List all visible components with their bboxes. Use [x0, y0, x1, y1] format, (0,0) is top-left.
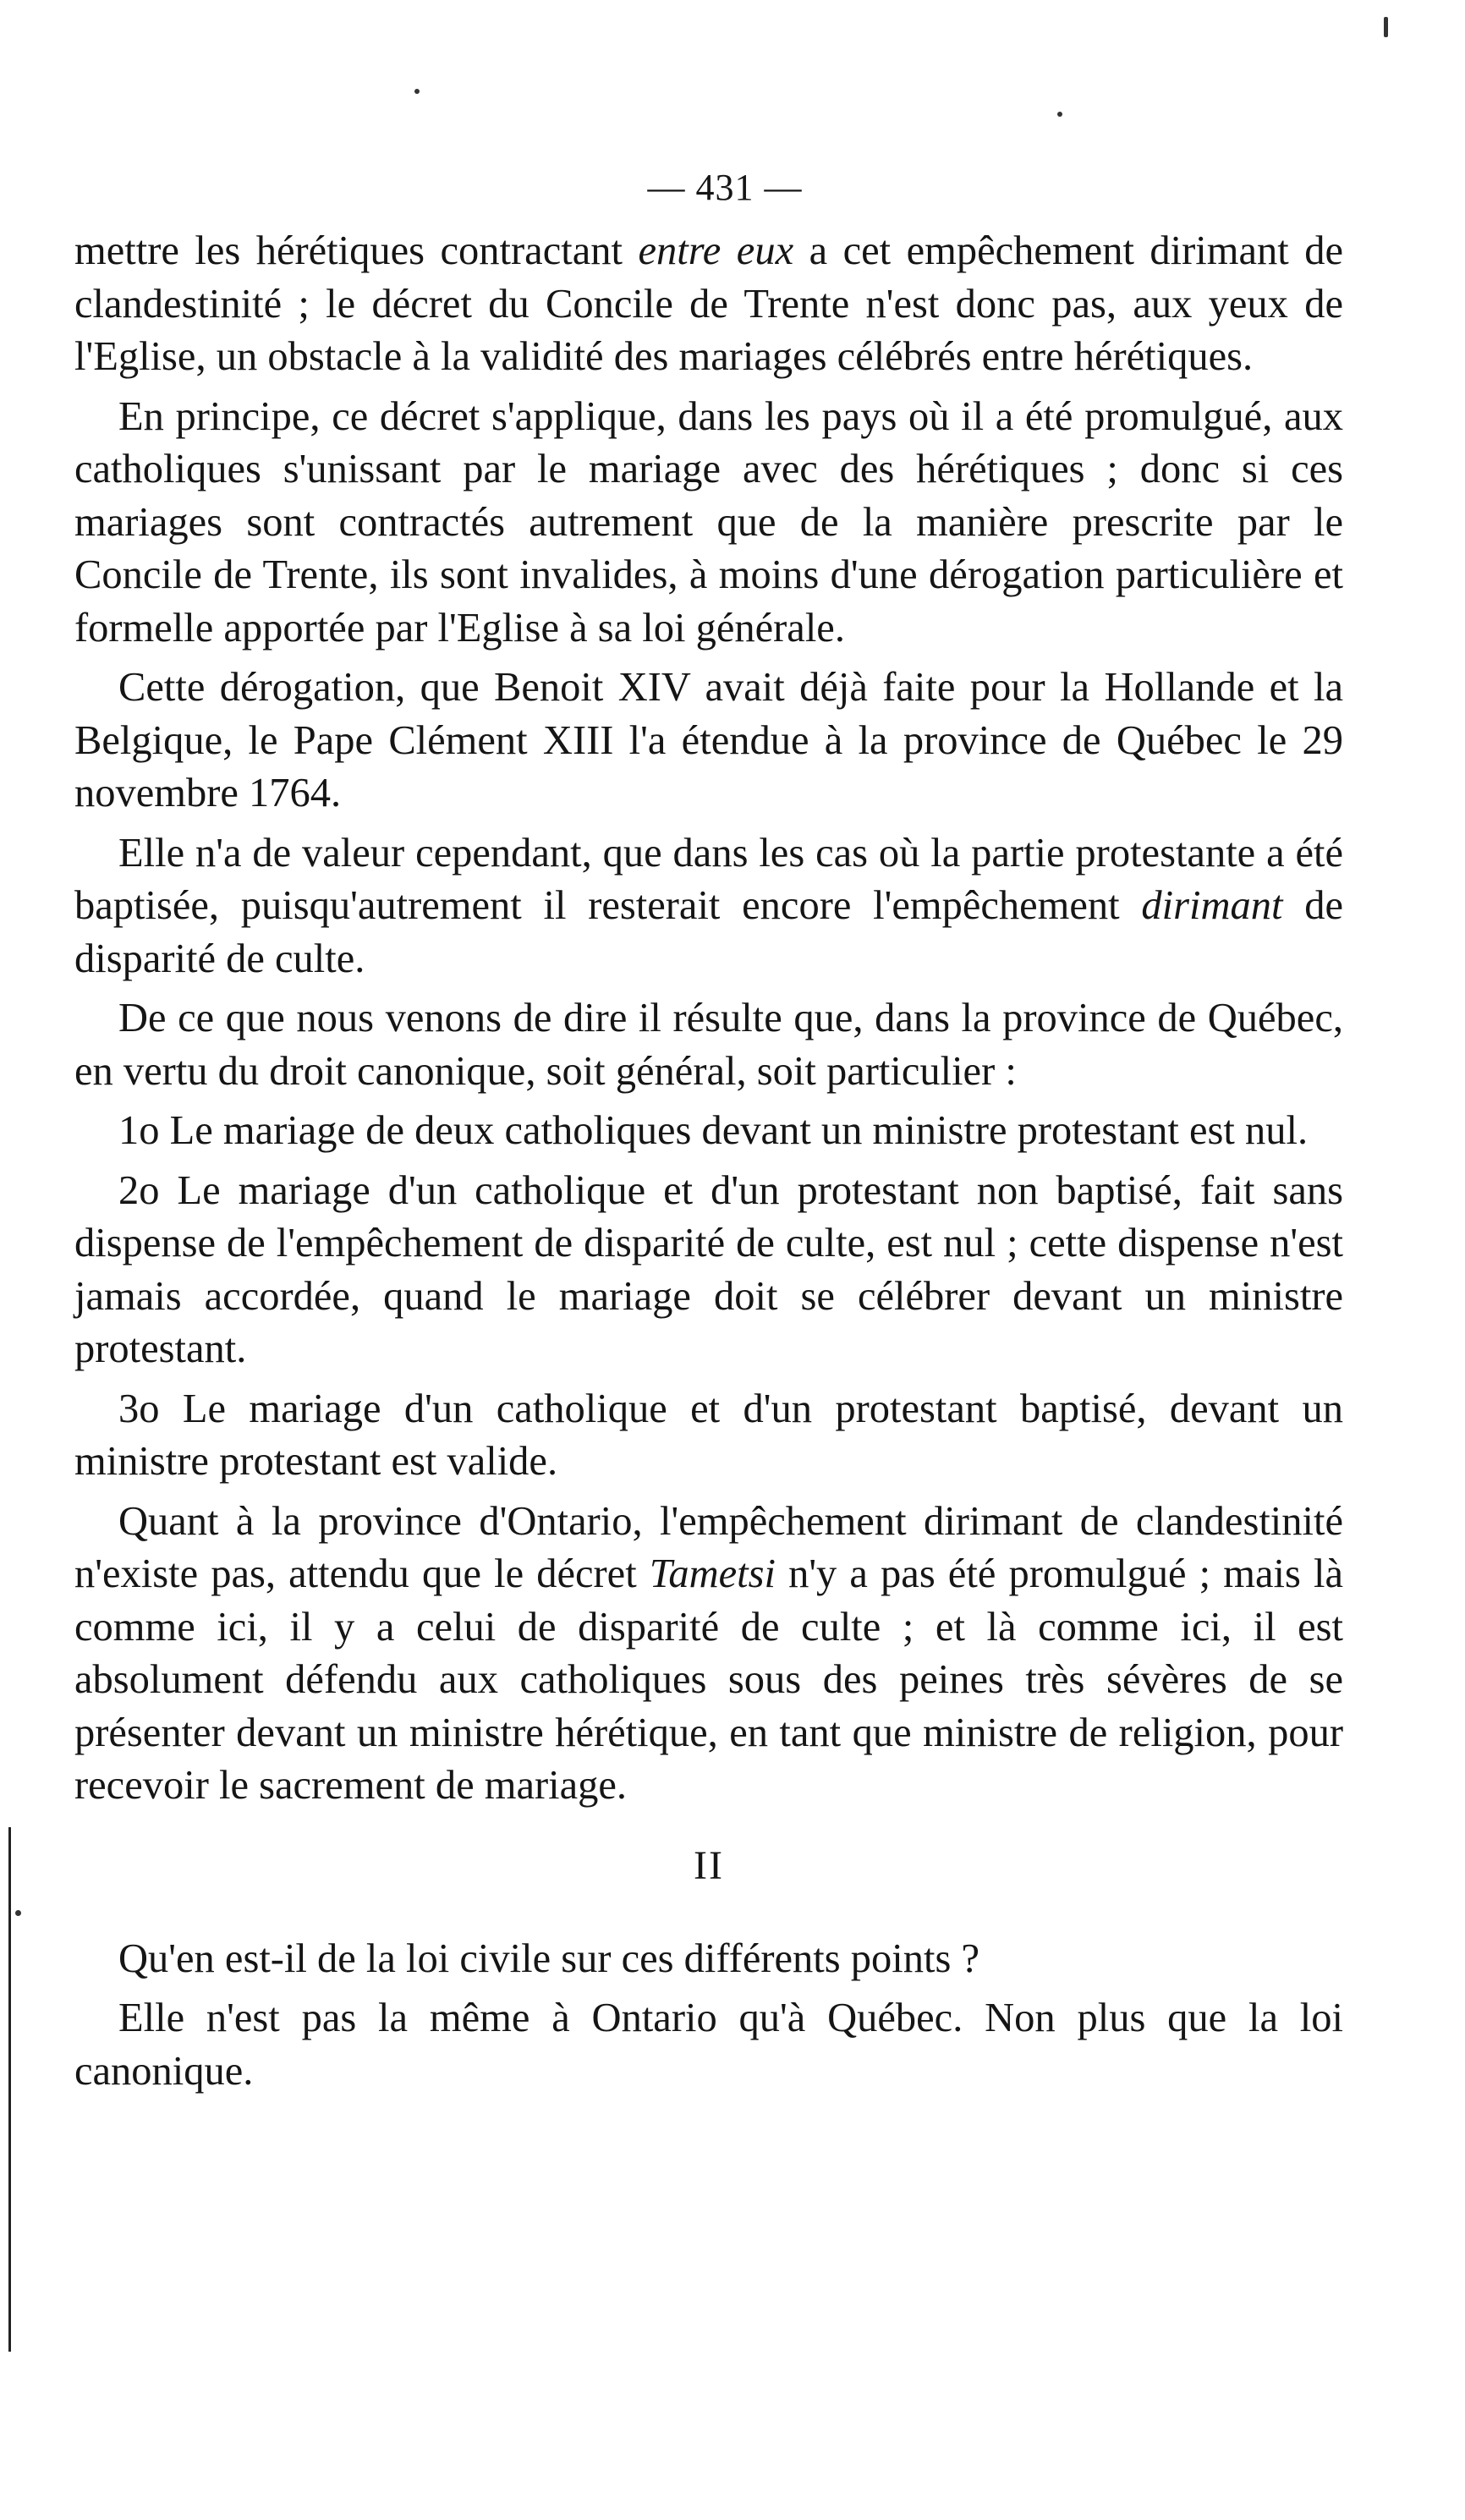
margin-rule [8, 1827, 11, 2352]
paragraph [74, 1933, 1343, 1986]
italic-text: entre eux [638, 228, 794, 273]
list-item-3 [74, 1383, 1343, 1489]
paragraph-text: mettre les hérétiques contractant [74, 228, 639, 273]
list-item-1 [74, 1105, 1343, 1158]
section-heading: II [694, 1842, 724, 1888]
paragraph-text: 2o Le mariage d'un catholique et d'un protestant non baptisé, fait sans dispense de l'empêchement de disparité de culte, est nul ; cette dispense n'est jamais accordée, quand le mariage doit se célébrer devant un ministre protestant. [74, 1167, 1343, 1371]
paragraph-text: Qu'en est-il de la loi civile sur ces différents points ? [118, 1935, 979, 1981]
paragraph-text: Quant à la province d'Ontario, l'empêchement dirimant de clandestinité n'existe pas, attendu que le décret [74, 1498, 1343, 1596]
book-page [74, 162, 1343, 2105]
paragraph-text: En principe, ce décret s'applique, dans les pays où il a été promulgué, aux catholiques s'unissant par le mariage avec des hérétiques ; donc si ces mariages sont contractés autrement que de la manière prescrite par le Concile de Trente, ils sont invalides, à moins d'une dérogation particulière et formelle apportée par l'Eglise à sa loi générale. [74, 393, 1343, 651]
paragraph-text: 1o Le mariage de deux catholiques devant un ministre protestant est nul. [118, 1108, 1309, 1153]
paragraph [74, 225, 1343, 384]
paragraph [74, 1992, 1343, 2098]
ink-speck [1384, 17, 1388, 37]
paragraph-text: a cet empêchement dirimant de clandestinité ; le décret du Concile de Trente n'est donc pas, aux yeux de l'Eglise, un obstacle à la validité des mariages célébrés entre hérétiques. [74, 228, 1344, 379]
body-text [74, 225, 1343, 1813]
italic-text: dirimant [1141, 883, 1283, 928]
paragraph [74, 992, 1343, 1098]
paragraph [74, 1496, 1343, 1813]
ink-speck [414, 89, 420, 94]
paragraph [74, 662, 1343, 821]
paragraph-text: Cette dérogation, que Benoit XIV avait déjà faite pour la Hollande et la Belgique, le Pape Clément XIII l'a étendue à la province de Québec le 29 novembre 1764. [74, 665, 1343, 815]
italic-text: Tametsi [649, 1551, 776, 1596]
list-item-2 [74, 1165, 1343, 1376]
paragraph-text: n'y a pas été promulgué ; mais là comme ici, il y a celui de disparité de culte ; et là comme ici, il est absolument défendu aux catholiques sous des peines très sévères de se présenter devant un ministre hérétique, en tant que ministre de religion, pour recevoir le sacrement de mariage. [74, 1551, 1343, 1808]
page-number: — 431 — [647, 167, 803, 208]
paragraph-text: De ce que nous venons de dire il résulte que, dans la province de Québec, en vertu du droit canonique, soit général, soit particulier : [74, 996, 1343, 1094]
ink-speck [1057, 112, 1062, 117]
paragraph [74, 827, 1343, 986]
paragraph-text: Elle n'est pas la même à Ontario qu'à Québec. Non plus que la loi canonique. [74, 1996, 1343, 2094]
section-body [74, 1933, 1343, 2099]
ink-speck [15, 1910, 21, 1916]
paragraph-text: Elle n'a de valeur cependant, que dans les cas où la partie protestante a été baptisée, puisqu'autrement il resterait encore l'empêchement [74, 830, 1343, 928]
paragraph [74, 391, 1343, 656]
paragraph-text: de disparité de culte. [74, 883, 1343, 981]
paragraph-text: 3o Le mariage d'un catholique et d'un protestant baptisé, devant un ministre protestant est valide. [74, 1386, 1343, 1484]
